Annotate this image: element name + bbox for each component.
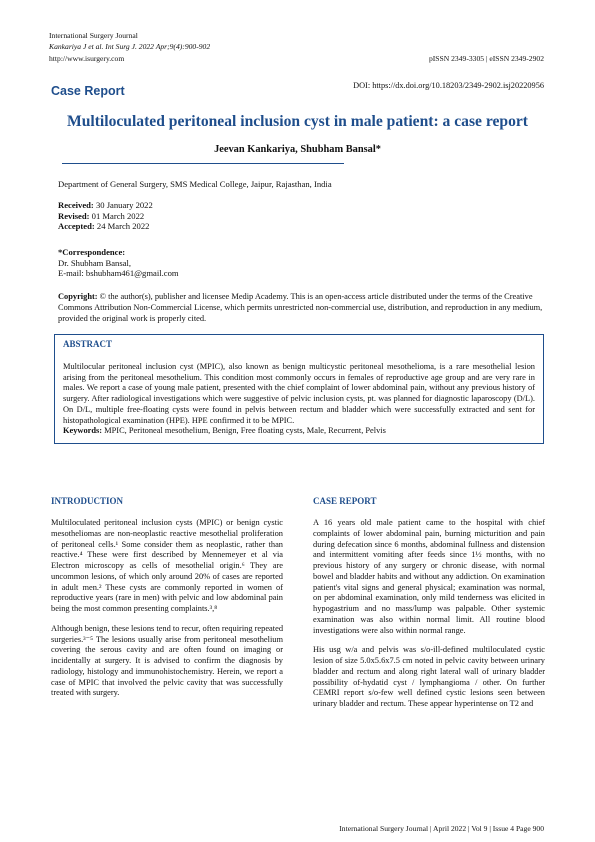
- article-type: Case Report: [51, 84, 125, 98]
- copyright-label: Copyright:: [58, 292, 98, 301]
- revised-date: 01 March 2022: [91, 210, 145, 221]
- paragraph: A 16 years old male patient came to the hospital with chief complaints of lower abdominal pain, burning micturition and pain during defecation since 6 months, abdominal fullness and distension and intermittent vomiting after feeds since 1½ months, with no previous history of any surgery or chronic disease, with normal bowel and bladder habits and without any addiction. On examination patient's vital signs and general physical; examination was normal, on per abdominal examination, only mild tenderness was elicited in hypogastrium and no mass/lump was palpable. Other systemic examination was also within normal limit. All routine blood investigations were also within normal range.: [313, 518, 545, 635]
- keywords-label: Keywords:: [63, 426, 103, 435]
- abstract-body: Multilocular peritoneal inclusion cyst (MPIC), also known as benign multicystic peritoneal mesothelioma, is a rare mesothelial lesion arising from the peritoneal mesothelium. This condition most commonly occurs in females of reproductive age group and are very rare in males. We report a case of young male patient, presented with the chief complaint of lower abdominal pain, without any previous history of surgery. After radiological investigations which were suggestive of pelvic inclusion cysts, pt. was planned for diagnostic laparoscopy (D/L). On D/L, multiple free-floating cysts were found in pelvis between rectum and bladder which were successfully extracted and sent for histopathological examination (HPE). HPE confirmed it to be MPIC.: [63, 362, 535, 425]
- page-footer: International Surgery Journal | April 2022 | Vol 9 | Issue 4 Page 900: [339, 824, 544, 833]
- correspondence-email[interactable]: E-mail: bshubham461@gmail.com: [58, 268, 179, 278]
- paragraph: His usg w/a and pelvis was s/o-ill-defined multiloculated cystic lesion of size 5.0x5.6x7.5 cm noted in pelvic cavity between urinary bladder and rectum and along right lateral wall of urinary bladder possibility of-hydatid cyst / lymphangioma / other. On further CEMRI report s/o-few well defined cystic lesions seen between urinary bladder and rectum. These appear hyperintense on T2 and: [313, 645, 545, 708]
- keywords: [63, 426, 535, 435]
- title-divider: [62, 163, 344, 164]
- correspondence-label: *Correspondence:: [58, 247, 126, 257]
- abstract-box: [54, 334, 544, 444]
- case-report-column: [313, 518, 545, 719]
- case-report-heading: CASE REPORT: [313, 496, 377, 506]
- article-title: Multiloculated peritoneal inclusion cyst in male patient: a case report: [67, 113, 528, 130]
- revised-label: Revised:: [58, 210, 90, 221]
- accepted-date: 24 March 2022: [96, 221, 150, 231]
- keywords-list: MPIC, Peritoneal mesothelium, Benign, Free floating cysts, Male, Recurrent, Pelvis: [104, 426, 386, 435]
- dates-block: [58, 200, 153, 232]
- accepted-label: Accepted:: [58, 221, 95, 231]
- journal-name: International Surgery Journal: [49, 31, 138, 40]
- copyright-notice: [58, 292, 544, 324]
- copyright-text: © the author(s), publisher and licensee Medip Academy. This is an open-access article distributed under the terms of the Creative Commons Attribution Non-Commercial License, which permits unrestricted non-commercial use, distribution, and reproduction in any medium, provided the original work is properly cited.: [58, 292, 543, 323]
- journal-url[interactable]: http://www.isurgery.com: [49, 54, 125, 63]
- abstract-heading: ABSTRACT: [63, 339, 113, 349]
- introduction-column: [51, 518, 283, 708]
- received-date: 30 January 2022: [95, 200, 153, 210]
- paragraph: Multiloculated peritoneal inclusion cysts (MPIC) or benign cystic mesotheliomas are non-neoplastic reactive mesothelial proliferation of peritoneal cells.¹ Some consider them as neoplastic, rather than reactive.⁴ These were first described by Mennemeyer et al via Electron microscopy as cells of mesothelial origin.⁶ They are uncommon lesions, of which only around 20% of cases are reported in adult men.² These cysts are commonly reported in women of reproductive years (rare in men) with pelvic and low abdominal pain being the most common presenting complaints.³,⁸: [51, 518, 283, 613]
- introduction-heading: INTRODUCTION: [51, 496, 124, 506]
- correspondence-name: Dr. Shubham Bansal,: [58, 257, 132, 268]
- doi-link[interactable]: DOI: https://dx.doi.org/10.18203/2349-2902.isj20220956: [353, 81, 544, 90]
- received-label: Received:: [58, 200, 94, 210]
- issn: pISSN 2349-3305 | eISSN 2349-2902: [428, 54, 544, 63]
- citation: Kankariya J et al. Int Surg J. 2022 Apr;9(4):900-902: [49, 42, 211, 51]
- authors: Jeevan Kankariya, Shubham Bansal*: [214, 144, 381, 155]
- affiliation: Department of General Surgery, SMS Medical College, Jaipur, Rajasthan, India: [58, 179, 332, 189]
- paragraph: Although benign, these lesions tend to recur, often requiring repeated surgeries.³⁻⁵ The lesions usually arise from peritoneal mesothelium covering the serous cavity and are often found on imaging or incidentally at surgery. It is advised to confirm the diagnosis by radiology, histology and immunohistochemistry. Herein, we report a case of MPIC that involved the pelvic cavity that was successfully treated with surgery.: [51, 623, 284, 698]
- correspondence-block: [58, 247, 179, 279]
